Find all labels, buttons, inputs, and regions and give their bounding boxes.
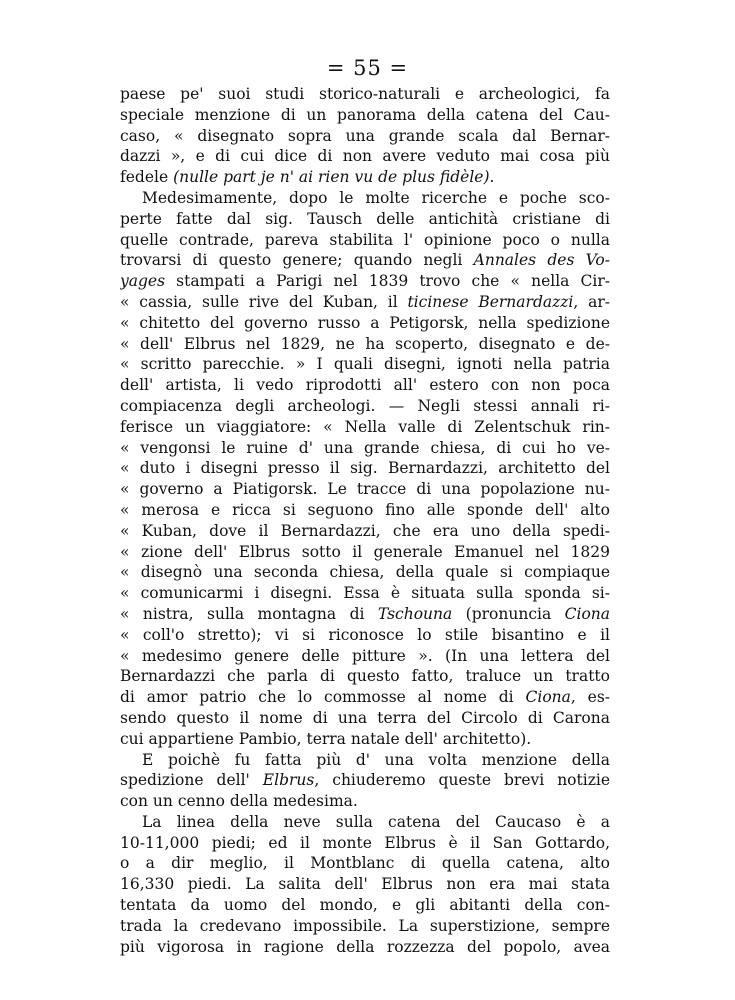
text-line [120,812,610,833]
text-span: paese pe' suoi studi storico-naturali e archeologici, fa [120,85,610,103]
text-line [120,853,610,874]
text-line [120,500,610,521]
text-line [120,895,610,916]
text-span: , chiuderemo queste brevi notizie [314,771,610,790]
text-line [120,625,610,646]
text-line [120,562,610,583]
text-span: « comunicarmi i disegni. Essa è situata sulla sponda si- [120,584,610,603]
text-span: Ciona [564,604,610,623]
text-span: Bernardazzi che parla di questo fatto, traluce un tratto [120,667,610,686]
text-line [120,458,610,479]
text-line [120,250,610,271]
text-line [120,708,610,729]
text-span: , es- [570,688,610,707]
text-span: La linea della neve sulla catena del Caucaso è a [142,812,610,831]
text-span: caso, « disegnato sopra una grande scala dal Bernar- [120,126,610,145]
text-line [120,105,610,126]
text-span: speciale menzione di un panorama della catena del Cau- [120,105,610,124]
text-line [120,417,610,438]
text-span: Annales des Vo- [473,251,610,270]
text-span: 16,330 piedi. La salita dell' Elbrus non era mai stata [120,875,610,894]
text-span: « dell' Elbrus nel 1829, ne ha scoperto, disegnato e de- [120,334,610,353]
text-line [120,313,610,334]
text-span: « Kuban, dove il Bernardazzi, che era uno della spedi- [120,521,610,540]
text-line [120,646,610,667]
text-span: trada la credevano impossibile. La superstizione, sempre [120,916,610,935]
text-line [120,396,610,417]
text-line [120,126,610,147]
text-span: (pronuncia [452,604,565,623]
text-line [120,916,610,937]
text-span: dell' artista, li vedo riprodotti all' estero con non poca [120,376,610,395]
text-span: Medesimamente, dopo le molte ricerche e poche sco- [142,188,610,207]
text-span: Tschouna [377,604,453,623]
text-line [120,188,610,209]
text-span: fedele [120,168,174,187]
text-line [120,666,610,687]
text-span: « coll'o stretto); vi si riconosce lo stile bisantino e il [120,625,610,644]
text-line [120,84,610,105]
text-span: stampati a Parigi nel 1839 trovo che « nella Cir- [165,272,610,291]
text-line [120,750,610,771]
text-span: spedizione dell' [120,771,263,790]
text-span: « nistra, sulla montagna di [120,604,378,623]
text-line [120,146,610,167]
text-span: . [489,168,495,187]
text-line [120,687,610,708]
text-span: yages [120,272,166,291]
text-span: dazzi », e di cui dice di non avere veduto mai cosa più [120,147,610,166]
text-span: E poichè fu fatta più d' una volta menzione della [142,750,610,769]
text-span: « zione dell' Elbrus sotto il generale Emanuel nel 1829 [120,542,610,561]
text-span: « governo a Piatigorsk. Le tracce di una popolazione nu- [120,480,610,499]
text-span: Elbrus [262,771,315,790]
text-span: trovarsi di questo genere; quando negli [120,251,474,270]
text-span: « cassia, sulle rive del Kuban, il [120,292,408,311]
text-span: compiacenza degli archeologi. — Negli stessi annali ri- [120,396,610,415]
text-span: ticinese Bernardazzi [407,292,574,311]
text-span: « chitetto del governo russo a Petigorsk, nella spedizione [120,313,610,332]
text-span: « disegnò una seconda chiesa, della quale si compiaque [120,563,610,582]
text-span: « scritto parecchie. » I quali disegni, ignoti nella patria [120,355,610,374]
text-line [120,583,610,604]
text-line [120,375,610,396]
text-span: cui appartiene Pambio, terra natale dell' architetto). [120,729,532,748]
text-line [120,292,610,313]
text-line [120,479,610,500]
text-span: più vigorosa in ragione della rozzezza del popolo, avea [120,937,610,956]
text-line [120,438,610,459]
text-line [120,604,610,625]
text-line [120,209,610,230]
text-line [120,791,610,812]
text-line [120,354,610,375]
text-span: Ciona [525,688,571,707]
text-line [120,833,610,854]
text-line [120,729,610,750]
text-span: « merosa e ricca si seguono fino alle sponde dell' alto [120,500,610,519]
text-line [120,334,610,355]
text-span: con un cenno della medesima. [120,792,358,811]
text-line [120,937,610,958]
text-line [120,271,610,292]
text-span: « medesimo genere delle pitture ». (In una lettera del [120,646,610,665]
text-span: di amor patrio che lo commosse al nome di [120,688,526,707]
text-span: perte fatte dal sig. Tausch delle antichità cristiane di [120,209,610,228]
page-number: = 55 = [326,56,409,80]
text-line [120,770,610,791]
text-span: 10-11,000 piedi; ed il monte Elbrus è il San Gottardo, [120,833,610,852]
text-line [120,167,610,188]
text-span: quelle contrade, pareva stabilita l' opinione poco o nulla [120,230,610,249]
text-span: « duto i disegni presso il sig. Bernardazzi, architetto del [120,459,610,478]
text-span: tentata da uomo del mondo, e gli abitanti della con- [120,896,610,915]
text-span: « vengonsi le ruine d' una grande chiesa, di cui ho ve- [120,438,610,457]
text-span: o a dir meglio, il Montblanc di quella catena, alto [120,854,610,873]
text-span: sendo questo il nome di una terra del Circolo di Carona [120,708,610,727]
text-line [120,521,610,542]
text-line [120,874,610,895]
body-text [120,84,610,957]
text-span: , ar- [573,292,610,311]
text-span: ferisce un viaggiatore: « Nella valle di Zelentschuk rin- [120,417,610,436]
text-span: (nulle part je n' ai rien vu de plus fidèle) [173,168,490,187]
text-line [120,542,610,563]
text-line [120,230,610,251]
